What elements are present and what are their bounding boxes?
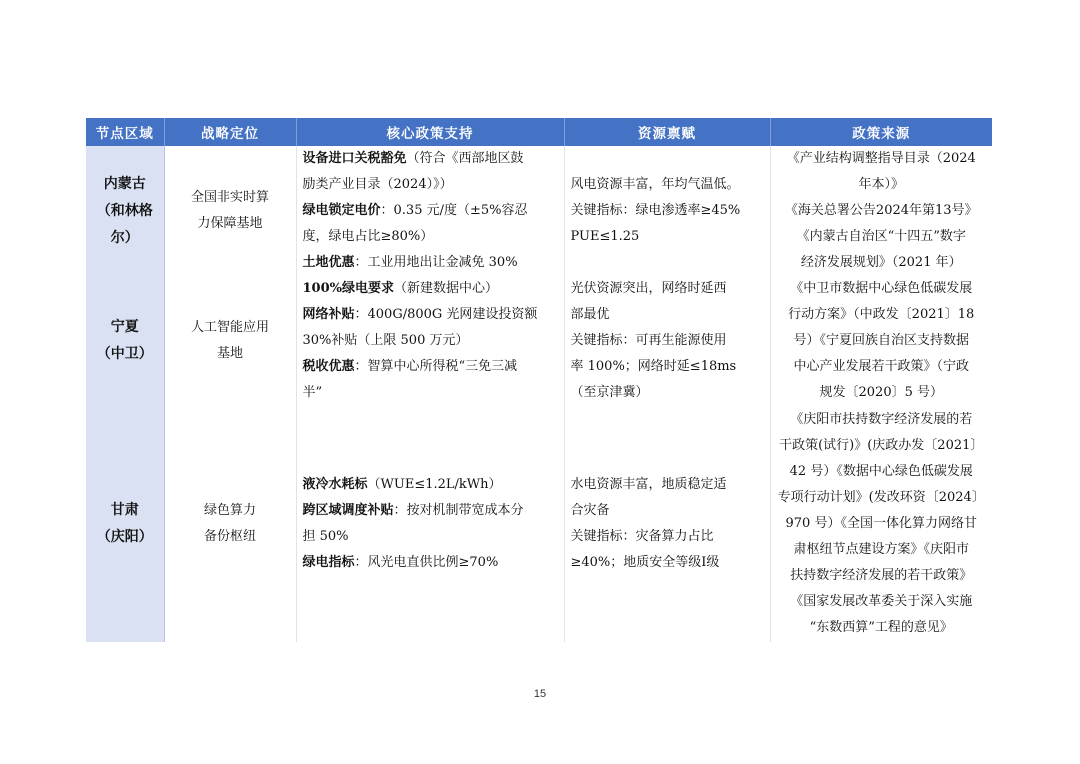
policy-text: ：0.35 元/度（±5%容忍 [380, 203, 528, 218]
resource-cell [564, 276, 770, 406]
source-cell-line: 干政策(试行)》(庆政办发〔2021〕 [779, 438, 984, 453]
source-cell-line: 经济发展规划》（2021 年） [800, 255, 962, 270]
policy-text: （WUE≤1.2L/kWh） [367, 477, 502, 492]
region-cell [86, 406, 164, 642]
policy-text: ：智算中心所得税“三免三减 [354, 359, 518, 374]
resource-cell-line: 水电资源丰富，地质稳定适 [570, 477, 727, 492]
source-cell-line: 行动方案》（中政发〔2021〕18 [788, 307, 975, 322]
resource-cell-line: 风电资源丰富，年均气温低。 [570, 177, 740, 192]
resource-cell-line: 关键指标：灾备算力占比 [570, 529, 714, 544]
policy-line [303, 328, 560, 354]
policy-label: 设备进口关税豁免 [302, 151, 407, 166]
resource-cell [564, 146, 770, 276]
table-row [86, 146, 992, 276]
source-cell-line: 《内蒙古自治区“十四五”数字 [796, 229, 966, 244]
source-cell-line: 《国家发展改革委关于深入实施 [790, 594, 973, 609]
position-cell-line: 全国非实时算 [190, 190, 269, 205]
source-cell-line: 42 号）《数据中心绿色低碳发展 [789, 464, 973, 479]
resource-cell-line: 光伏资源突出，网络时延西 [570, 281, 727, 296]
policy-label: 液冷水耗标 [302, 477, 368, 492]
policy-line [303, 354, 560, 380]
policy-line [303, 224, 560, 250]
policy-table-container [86, 118, 992, 642]
policy-cell [296, 406, 564, 642]
policy-line [303, 302, 560, 328]
table-row [86, 276, 992, 406]
header-resource: 资源禀赋 [564, 118, 770, 146]
source-cell-line: 肃枢纽节点建设方案》《庆阳市 [793, 542, 969, 557]
policy-text: 担 50% [302, 529, 349, 544]
policy-line [303, 550, 560, 576]
resource-cell-line: 率 100%；网络时延≤18ms [570, 359, 737, 374]
policy-line [303, 198, 560, 224]
region-cell-line: 尔） [110, 229, 139, 246]
policy-label: 税收优惠 [302, 359, 355, 374]
policy-text: ：工业用地出让金减免 30% [354, 255, 518, 270]
policy-line [303, 380, 560, 406]
region-cell [86, 276, 164, 406]
header-position: 战略定位 [164, 118, 296, 146]
table-header-row [86, 118, 992, 146]
policy-label: 跨区域调度补贴 [302, 503, 394, 518]
policy-line [303, 472, 560, 498]
source-cell-line: 《产业结构调整指导目录（2024 [786, 151, 976, 166]
source-cell-line: 规发〔2020〕5 号） [819, 385, 943, 400]
source-cell-line: 970 号）《全国一体化算力网络甘 [785, 516, 977, 531]
source-cell [770, 276, 992, 406]
policy-label: 绿电锁定电价 [302, 203, 381, 218]
policy-line [303, 146, 560, 172]
policy-text: ：风光电直供比例≥70% [354, 555, 499, 570]
policy-cell [296, 146, 564, 276]
source-cell [770, 406, 992, 642]
source-cell-line: 年本）》 [858, 177, 904, 192]
resource-cell-line: PUE≤1.25 [570, 229, 640, 244]
resource-cell-line: （至京津冀） [570, 385, 649, 400]
position-cell-line: 基地 [216, 346, 243, 361]
header-region: 节点区域 [86, 118, 164, 146]
policy-line [303, 250, 560, 276]
region-cell-line: 宁夏 [110, 319, 139, 335]
region-cell-line: 甘肃 [110, 502, 139, 518]
policy-text: 励类产业目录（2024）》） [302, 177, 453, 192]
region-cell-line: （中卫） [96, 346, 153, 362]
policy-line [303, 172, 560, 198]
source-cell-line: “东数西算”工程的意见》 [809, 620, 953, 635]
position-cell-line: 绿色算力 [203, 503, 256, 518]
resource-cell-line: 关键指标：可再生能源使用 [570, 333, 727, 348]
source-cell-line: 号）《宁夏回族自治区支持数据 [793, 333, 969, 348]
policy-line [303, 498, 560, 524]
policy-text: 半” [302, 385, 323, 400]
policy-line [303, 524, 560, 550]
position-cell [164, 276, 296, 406]
resource-cell-line: 关键指标：绿电渗透率≥45% [570, 203, 741, 218]
region-cell-line: 内蒙古 [103, 175, 146, 192]
position-cell-line: 力保障基地 [197, 216, 263, 231]
policy-table [86, 118, 992, 642]
policy-label: 土地优惠 [302, 255, 355, 270]
source-cell-line: 专项行动计划》(发改环资〔2024〕 [777, 490, 985, 505]
source-cell-line: 《中卫市数据中心绿色低碳发展 [790, 281, 973, 296]
header-policy: 核心政策支持 [296, 118, 564, 146]
source-cell-line: 《海关总署公告2024年第13号》 [784, 203, 978, 218]
source-cell-line: 中心产业发展若干政策》（宁政 [793, 359, 969, 374]
position-cell-line: 人工智能应用 [190, 320, 269, 335]
resource-cell-line: 合灾备 [570, 503, 610, 518]
policy-line [303, 276, 560, 302]
policy-label: 绿电指标 [302, 555, 355, 570]
policy-label: 网络补贴 [302, 307, 355, 322]
region-cell-line: （庆阳） [96, 529, 153, 545]
table-row [86, 406, 992, 642]
resource-cell [564, 406, 770, 642]
source-cell-line: 《庆阳市扶持数字经济发展的若 [790, 412, 973, 427]
policy-text: 度，绿电占比≥80%） [302, 229, 434, 244]
resource-cell-line: 部最优 [570, 307, 610, 322]
policy-cell [296, 276, 564, 406]
policy-text: ：400G/800G 光网建设投资额 [354, 307, 538, 322]
region-cell [86, 146, 164, 276]
policy-label: 100%绿电要求 [302, 281, 394, 296]
position-cell-line: 备份枢纽 [203, 529, 256, 544]
page-number: 15 [533, 688, 547, 700]
policy-text: ：按对机制带宽成本分 [393, 503, 524, 518]
policy-text: （符合《西部地区鼓 [406, 151, 524, 166]
source-cell [770, 146, 992, 276]
policy-text: 30%补贴（上限 500 万元） [302, 333, 469, 348]
region-cell-line: （和林格 [96, 202, 153, 219]
header-source: 政策来源 [770, 118, 992, 146]
policy-text: （新建数据中心） [394, 281, 499, 296]
resource-cell-line: ≥40%；地质安全等级Ⅰ级 [570, 555, 720, 570]
position-cell [164, 146, 296, 276]
source-cell-line: 扶持数字经济发展的若干政策》 [790, 568, 973, 583]
position-cell [164, 406, 296, 642]
